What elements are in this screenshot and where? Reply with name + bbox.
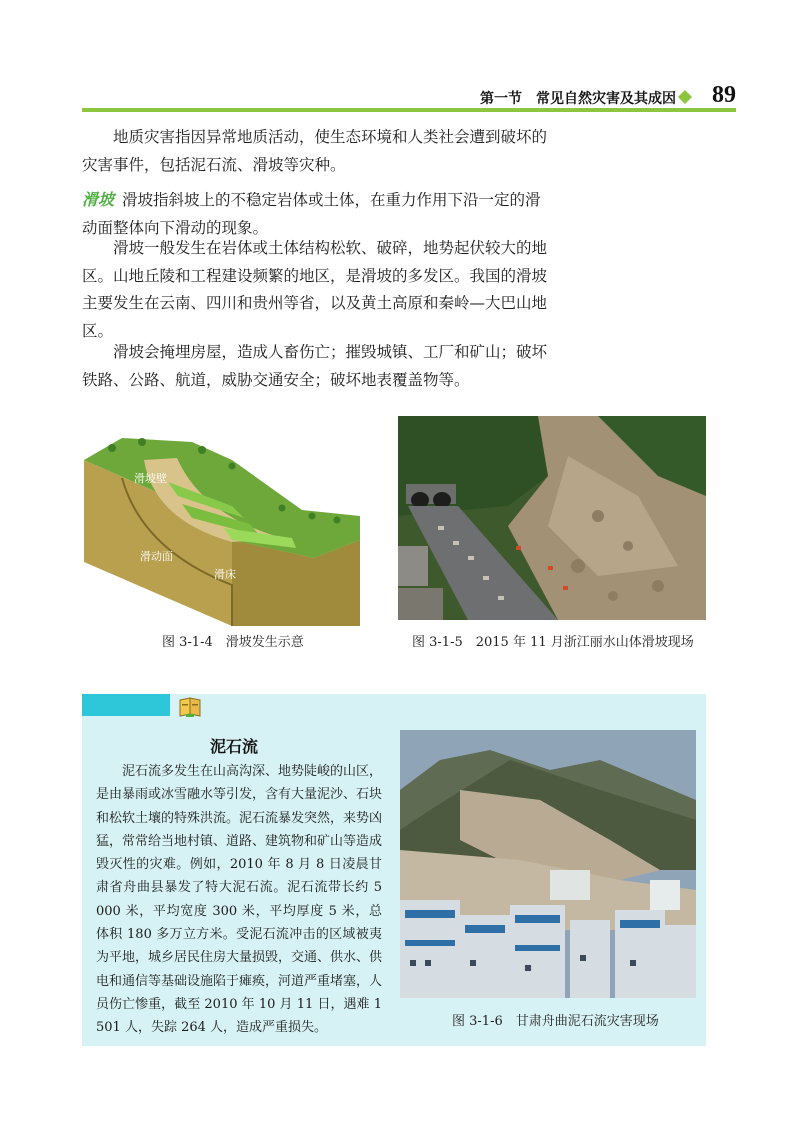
intro-paragraph: 地质灾害指因异常地质活动，使生态环境和人类社会遭到破坏的灾害事件，包括泥石流、滑坡等灾种。 — [82, 128, 548, 174]
landslide-definition-text: 滑坡指斜坡上的不稳定岩体或土体，在重力作用下沿一定的滑动面整体向下滑动的现象。 — [82, 191, 541, 237]
infobox-title: 泥石流 — [210, 737, 259, 756]
diamond-icon — [678, 90, 692, 104]
label-slide-bed: 滑床 — [214, 568, 236, 581]
section-title: 第一节 常见自然灾害及其成因 — [480, 91, 676, 107]
landslide-definition — [82, 186, 550, 242]
landslide-term: 滑坡 — [82, 190, 115, 209]
infobox-text: 泥石流多发生在山高沟深、地势陡峻的山区，是由暴雨或冰雪融水等引发，含有大量泥沙、石块和松软土壤的特殊洪流。泥石流暴发突然，来势凶猛，常常给当地村镇、道路、建筑物和矿山等造成毁灭性的灾难。例如，2010 年 8 月 8 日凌晨甘肃省舟曲县暴发了特大泥石流。泥石流带长约 5 000 米，平均宽度 300 米，平均厚度 5 米，总体积 180 多万立方米。受泥石流冲击的区域被夷为平地，城乡居民住房大量损毁，交通、供水、供电和通信等基础设施陷于瘫痪，河道严重堵塞，人员伤亡惨重，截至 2010 年 10 月 11 日，遇难 1 501 人，失踪 264 人，造成严重损失。 — [96, 764, 383, 1036]
landslide-harm-paragraph: 滑坡会掩埋房屋，造成人畜伤亡；摧毁城镇、工厂和矿山；破坏铁路、公路、航道，威胁交通安全；破坏地表覆盖物等。 — [82, 343, 548, 389]
book-icon — [176, 696, 204, 718]
header-rule — [82, 108, 736, 112]
label-slide-wall: 滑坡壁 — [134, 472, 167, 485]
label-slide-surface: 滑动面 — [140, 550, 173, 563]
page-number: 89 — [712, 82, 736, 108]
figure-caption-3: 图 3-1-6 甘肃舟曲泥石流灾害现场 — [452, 1014, 659, 1029]
infobox-tab — [82, 694, 170, 716]
zhouqu-debris-flow-photo — [400, 730, 696, 998]
lishui-landslide-photo — [398, 416, 706, 620]
landslide-occurrence-paragraph: 滑坡一般发生在岩体或土体结构松软、破碎，地势起伏较大的地区。山地丘陵和工程建设频繁的地区，是滑坡的多发区。我国的滑坡主要发生在云南、四川和贵州等省，以及黄土高原和秦岭—大巴山地区。 — [82, 239, 548, 340]
landslide-diagram — [82, 420, 370, 626]
figure-caption-2: 图 3-1-5 2015 年 11 月浙江丽水山体滑坡现场 — [412, 635, 694, 650]
figure-caption-1: 图 3-1-4 滑坡发生示意 — [162, 635, 304, 650]
